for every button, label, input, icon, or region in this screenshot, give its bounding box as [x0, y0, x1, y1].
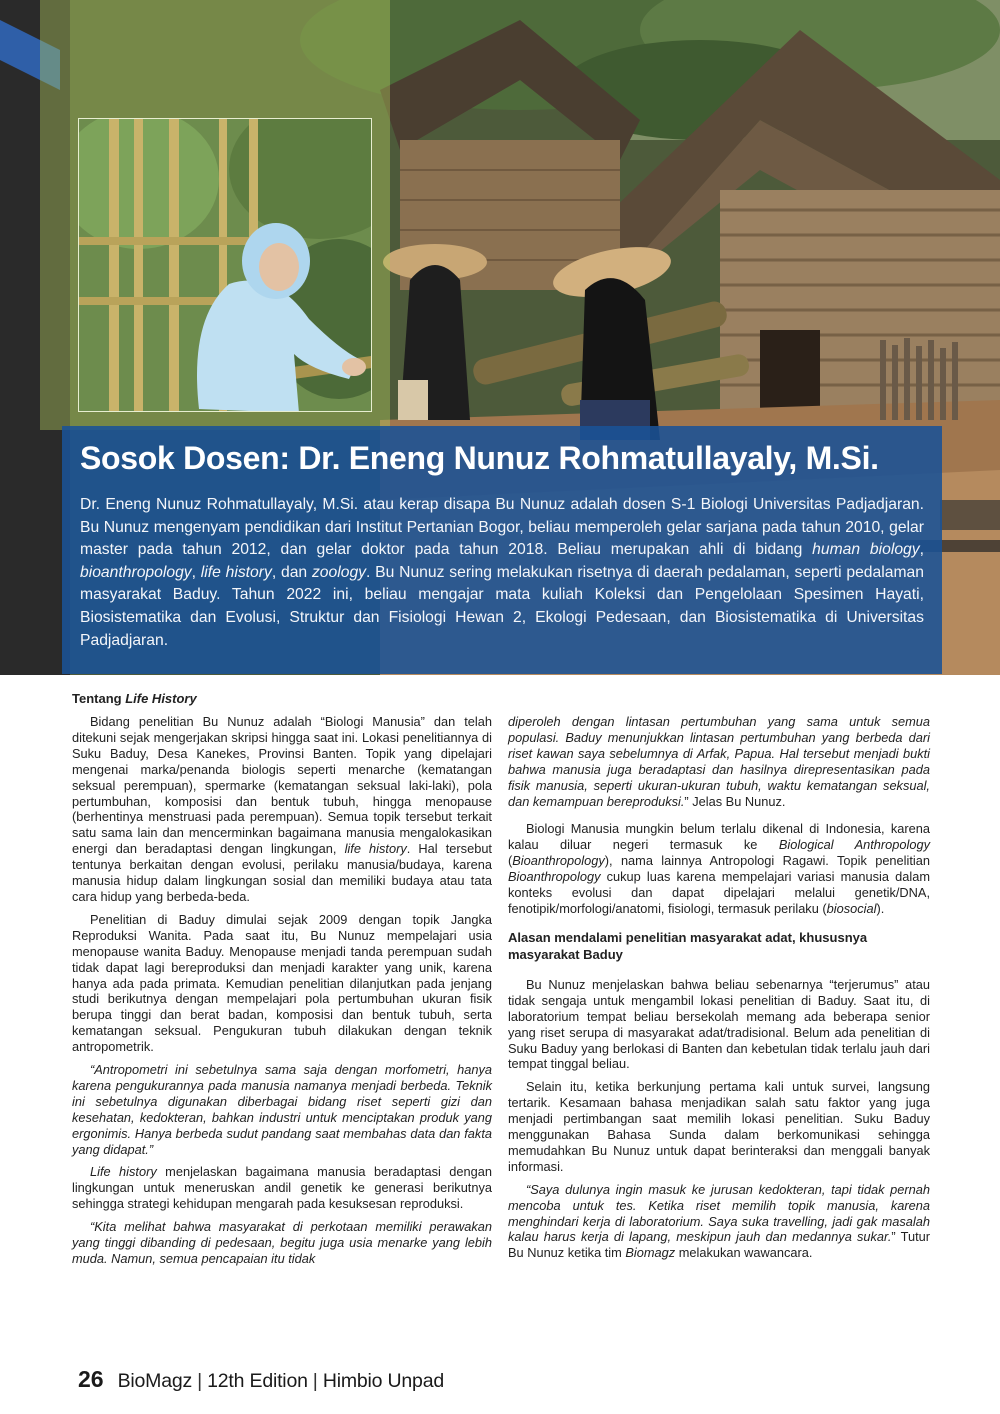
intro-em-life-history: life history	[200, 563, 272, 581]
intro-em-zoology: zoology	[311, 563, 367, 581]
paragraph-em-text: Biomagz	[625, 1245, 676, 1261]
intro-text-part: . Bu Nunuz sering melakukan risetnya di daerah pedalaman, seperti pedalaman masyarakat Baduy. Tahun 2022 ini, beliau mengajar mata kuliah Koleksi dan Pengelolaan Spesimen Hayati, Biosistematika dan Evolusi, Struktur dan Fisiologi Hewan 2, Ekologi Pedesaan, dan Biosistematika di Universitas Padjadjaran.	[80, 563, 924, 649]
paragraph: Penelitian di Baduy dimulai sejak 2009 dengan topik Jangka Reproduksi Wanita. Pada saat itu, Bu Nunuz mempelajari usia menopause wanita Baduy. Menopause menjadi tanda perempuan sudah tidak dapat lagi bereproduksi dan menjadi karakter yang unik, karena hanya ada pada primata. Kemudian penelitian dilanjutkan pada jenjang studi berikutnya dengan mempelajari pola pertumbuhan ukuran fisik berupa tinggi dan berat badan, komposisi dan bentuk tubuh, serta kematangan seksual. Pengukuran tubuh dilakukan dengan teknik antropometrik.	[72, 911, 492, 1055]
article-title: Sosok Dosen: Dr. Eneng Nunuz Rohmatullayaly, M.Si.	[80, 440, 879, 476]
profile-intro-text	[80, 494, 924, 652]
paragraph-text: Bidang penelitian Bu Nunuz adalah “Biologi Manusia” dan telah ditekuni sejak mengerjakan skripsi hingga saat ini. Lokasi penelitiannya di Suku Baduy, Desa Kanekes, Provinsi Banten. Topik yang dipelajari mengenai marka/penanda biologis seperti menarche (kematangan seksual perempuan), spermarke (kematangan seksual laki-laki), pola pertumbuhan, komposisi dan bentuk tubuh, hingga menopause (berhentinya menstruasi pada perempuan). Semua topik tersebut terkait satu sama lain dan mencerminkan bagaimana manusia mengalokasikan energi dan beradaptasi dengan lingkungan,	[72, 714, 492, 857]
paragraph-text: ).	[876, 900, 885, 916]
heading-em-text: Life History	[125, 691, 197, 706]
quote-attribution: ” Jelas Bu Nunuz.	[684, 793, 786, 809]
quote-paragraph: “Antropometri ini sebetulnya sama saja dengan morfometri, hanya karena pengukurannya pada manusia namanya menjadi berbeda. Teknik ini sebetulnya digunakan diberbagai bidang riset seperti gizi dan kesehatan, kedokteran, bahkan industri untuk menciptakan produk yang ergonimis. Hanya berbeda sudut pandang saat membahas data dan fakta yang didapat.”	[72, 1062, 492, 1157]
intro-em-human-biology: human biology	[812, 541, 920, 559]
paragraph-em-text: biosocial	[826, 900, 877, 916]
paragraph-em-text: Life history	[90, 1164, 157, 1180]
portrait-illustration	[79, 119, 372, 412]
quote-paragraph	[508, 714, 930, 809]
paragraph-em-text: Bioanthropology	[512, 853, 605, 869]
page-number: 26	[78, 1366, 104, 1392]
paragraph	[72, 1164, 492, 1212]
paragraph	[508, 821, 930, 916]
article-column-right	[508, 714, 930, 1268]
paragraph-text: menjelaskan bagaimana manusia beradaptasi dengan lingkungan untuk meneruskan andil genetik ke generasi berikutnya sehingga strategi kehidupan mengarah pada kesuksesan reproduksi.	[72, 1164, 492, 1212]
footer-separator: |	[312, 1370, 318, 1392]
quote-em-text: diperoleh dengan lintasan pertumbuhan yang sama untuk semua populasi. Baduy menunjukkan lintasan pertumbuhan yang berbeda dari riset kawan saya sebelumnya di Arfak, Papua. Hal tersebut menjadi bukti bahwa manusia juga beradaptasi dan hasilnya direpresentasikan pada fisik manusia, seperti ukuran-ukuran tubuh, waktu kematangan seksual, dan kemampuan bereproduksi.	[508, 714, 930, 809]
section-heading-baduy: Alasan mendalami penelitian masyarakat adat, khususnya masyarakat Baduy	[508, 929, 868, 962]
paragraph: Bu Nunuz menjelaskan bahwa beliau sebenarnya “terjerumus” atau tidak sengaja untuk mengambil lokasi penelitian di Baduy. Saat itu, di laboratorium tempat beliau bersekolah memang ada beberapa senior yang riset serupa di masyarakat adat/tradisional. Belum ada penelitian di Suku Baduy yang berlokasi di Banten dan kebetulan tidak terlalu jauh dari tempat tinggal beliau.	[508, 976, 930, 1072]
paragraph-text: . Hal tersebut tentunya berkaitan dengan evolusi, perilaku manusia/budaya, karena manusia hidup dalam lingkungan sosial dan memiliki budaya atau tata cara hidup yang berbeda-beda.	[72, 841, 492, 904]
portrait-photo	[78, 118, 372, 412]
paragraph: Selain itu, ketika berkunjung pertama kali untuk survei, langsung tertarik. Kesamaan bahasa menjadikan salah satu faktor yang juga menjadi pertimbangan saat memilih lokasi penelitian. Suku Baduy menggunakan Bahasa Sunda dalam berkomunikasi sehingga memudahkan Bu Nunuz untuk dapat berinteraksi dan menggali banyak informasi.	[508, 1079, 930, 1174]
quote-em-text: “Saya dulunya ingin masuk ke jurusan kedokteran, tapi tidak pernah mencoba untuk tes. Ketika riset memilih topik manusia, karena menghindari kerja di laboratorium. Saya suka travelling, jadi gak masalah kalau harus kerja di lapang, meskipun jauh dan medannya sukar.	[508, 1181, 930, 1245]
article-column-left	[72, 690, 492, 1274]
hero-photo	[0, 0, 1000, 675]
organization-label: Himbio Unpad	[322, 1370, 444, 1392]
paragraph	[72, 714, 492, 905]
intro-text-part: Dr. Eneng Nunuz Rohmatullayaly, M.Si. atau kerap disapa Bu Nunuz adalah dosen S-1 Biologi Universitas Padjadjaran. Bu Nunuz mengenyam pendidikan dari Institut Pertanian Bogor, beliau memperoleh gelar sarjana pada tahun 2010, gelar master pada tahun 2012, dan gelar doktor pada tahun 2018. Beliau merupakan ahli di bidang	[80, 496, 924, 559]
section-heading-life-history	[72, 690, 492, 707]
paragraph-text: melakukan wawancara.	[675, 1245, 813, 1261]
intro-separator: , dan	[271, 563, 312, 581]
paragraph-text: ), nama lainnya Antropologi Ragawi. Topik penelitian	[604, 853, 930, 869]
paragraph-text: ” Tutur Bu Nunuz ketika tim	[508, 1229, 930, 1261]
paragraph-text: cukup luas karena mempelajari variasi manusia dalam konteks evolusi dan dapat dipelajari melalui genetik/DNA, fenotipik/morfologi/anatomi, fisiologi, termasuk perilaku (	[508, 869, 930, 916]
paragraph-em-text: life history	[344, 841, 407, 857]
footer-separator: |	[197, 1370, 203, 1392]
page-footer	[78, 1366, 444, 1396]
intro-separator: ,	[919, 541, 924, 559]
profile-info-box	[62, 426, 942, 674]
intro-em-bioanthropology: bioanthropology	[80, 563, 192, 581]
heading-text: Tentang	[72, 691, 126, 706]
magazine-name: BioMagz	[117, 1370, 193, 1392]
quote-paragraph: “Kita melihat bahwa masyarakat di perkotaan memiliki perawakan yang tinggi dibanding di pedesaan, begitu juga usia menarke yang lebih muda. Namun, semua pencapaian itu tidak	[72, 1219, 492, 1266]
quote-paragraph	[508, 1182, 930, 1262]
paragraph-text: (	[508, 853, 513, 869]
paragraph-em-text: Biological Anthropology	[778, 837, 930, 853]
intro-separator: ,	[191, 563, 201, 581]
paragraph-text: Biologi Manusia mungkin belum terlalu dikenal di Indonesia, karena kalau diluar negeri termasuk ke	[508, 821, 930, 853]
paragraph-em-text: Bioanthropology	[508, 869, 601, 885]
edition-label: 12th Edition	[207, 1370, 308, 1392]
